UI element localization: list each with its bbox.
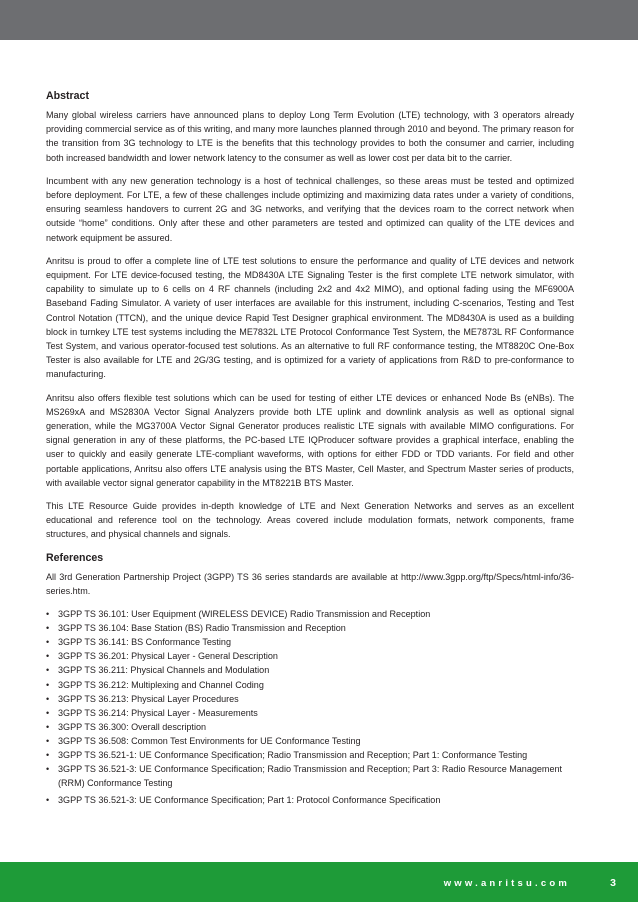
list-item <box>46 607 574 621</box>
references-heading: References <box>46 551 104 564</box>
bullet-icon: • <box>46 609 50 620</box>
list-item <box>46 793 574 807</box>
reference-text: 3GPP TS 36.300: Overall description <box>58 721 207 732</box>
footer-bar <box>0 862 638 902</box>
list-item <box>46 635 574 649</box>
header-bar <box>0 0 638 40</box>
bullet-icon: • <box>46 795 50 806</box>
bullet-icon: • <box>46 750 50 761</box>
list-item <box>46 720 574 734</box>
list-item <box>46 748 574 762</box>
abstract-heading: Abstract <box>46 90 89 102</box>
abstract-paragraph: Many global wireless carriers have announced plans to deploy Long Term Evolution (LTE) technology, with 3 operators already providing commercial service as of this writing, and many more launches planned through 2010 and beyond. The primary reason for the transition from 3G technology to LTE is the benefits that this technology provides to both the consumer and carrier, including both increased bandwidth and lower network latency to the consumer as well as lower cost per data bit to the carrier. <box>46 110 574 163</box>
abstract-paragraph: Incumbent with any new generation technology is a host of technical challenges, so these areas must be tested and optimized before deployment. For LTE, a few of these challenges include optimizing and maximizing data rates under a variety of conditions, ensuring seamless handovers to current 2G and 3G networks, and verifying that the devices roam to the correct network when outside “home” conditions. Only after these and other parameters are tested and optimized can quality of the LTE devices and network equipment be assured. <box>46 175 574 243</box>
list-item <box>46 621 574 635</box>
reference-text: 3GPP TS 36.101: User Equipment (WIRELESS DEVICE) Radio Transmission and Reception <box>58 609 431 620</box>
bullet-icon: • <box>46 693 50 704</box>
page-number: 3 <box>610 877 616 889</box>
reference-text: 3GPP TS 36.521-1: UE Conformance Specification; Radio Transmission and Reception; Part 1: Conformance Testing <box>58 750 528 761</box>
reference-text: 3GPP TS 36.211: Physical Channels and Modulation <box>58 665 270 676</box>
reference-text: 3GPP TS 36.508: Common Test Environments for UE Conformance Testing <box>58 735 361 746</box>
bullet-icon: • <box>46 707 50 718</box>
reference-text: 3GPP TS 36.521-3: UE Conformance Specification; Radio Transmission and Reception; Part 3: Radio Resource Management (RRM) Conformance Testing <box>58 764 563 789</box>
references-list <box>46 607 574 807</box>
reference-text: 3GPP TS 36.201: Physical Layer - General Description <box>58 651 278 662</box>
bullet-icon: • <box>46 679 50 690</box>
bullet-icon: • <box>46 764 50 775</box>
reference-text: 3GPP TS 36.141: BS Conformance Testing <box>58 637 231 648</box>
list-item <box>46 734 574 748</box>
bullet-icon: • <box>46 721 50 732</box>
reference-text: 3GPP TS 36.214: Physical Layer - Measurements <box>58 707 258 718</box>
bullet-icon: • <box>46 623 50 634</box>
references-intro: All 3rd Generation Partnership Project (3GPP) TS 36 series standards are available at http://www.3gpp.org/ftp/Specs/html-info/36-series.htm. <box>46 571 574 596</box>
abstract-paragraph: This LTE Resource Guide provides in-depth knowledge of LTE and Next Generation Networks and serves as an excellent educational and reference tool on the technology. Areas covered include modulation formats, network components, frame structures, and physical channels and signals. <box>46 501 574 540</box>
reference-text: 3GPP TS 36.213: Physical Layer Procedures <box>58 693 239 704</box>
list-item <box>46 678 574 692</box>
page-content <box>46 89 574 807</box>
bullet-icon: • <box>46 735 50 746</box>
bullet-icon: • <box>46 651 50 662</box>
reference-text: 3GPP TS 36.521-3: UE Conformance Specification; Part 1: Protocol Conformance Specification <box>58 795 441 806</box>
bullet-icon: • <box>46 637 50 648</box>
list-item <box>46 706 574 720</box>
abstract-paragraph: Anritsu is proud to offer a complete line of LTE test solutions to ensure the performance and quality of LTE devices and network equipment. For LTE device-focused testing, the MD8430A LTE Signaling Tester is the first complete LTE network simulator, with capability to simulate up to 6 cells on 4 RF channels (including 2x2 and 4x2 MIMO), and optional fading using the MF6900A Baseband Fading Simulator. A variety of user interfaces are available for this instrument, including C-scenarios, Testing and Test Control Notation (TTCN), and the unique device Rapid Test Designer graphical environment. The MD8430A is used as a building block in turnkey LTE test systems including the ME7832L LTE Protocol Conformance Test System, the ME7873L RF Conformance Test System, and various operator-focused test solutions. As an alternative to full RF conformance testing, the MT8820C One-Box Tester is also available for LTE and 2G/3G testing, and is optimized for a variety of applications from R&D to pre-conformance to manufacturing. <box>46 255 574 380</box>
list-item <box>46 649 574 663</box>
list-item <box>46 762 574 790</box>
list-item <box>46 663 574 677</box>
footer-url: www.anritsu.com <box>443 878 570 889</box>
bullet-icon: • <box>46 665 50 676</box>
list-item <box>46 692 574 706</box>
abstract-paragraph: Anritsu also offers flexible test solutions which can be used for testing of either LTE devices or enhanced Node Bs (eNBs). The MS269xA and MS2830A Vector Signal Analyzers provide both LTE uplink and downlink analysis as well as optional signal generation, while the MG3700A Vector Signal Generator produces realistic LTE signals with available MIMO configurations. For signal generation in any of these platforms, the PC-based LTE IQProducer software provides a graphical interface, enabling the user to quickly and easily generate LTE-compliant waveforms, with options for either FDD or TDD variants. For field and other portable applications, Anritsu also offers LTE analysis using the BTS Master, Cell Master, and Spectrum Master series of products, with available vector signal generator capability in the MT8221B BTS Master. <box>46 392 574 488</box>
reference-text: 3GPP TS 36.104: Base Station (BS) Radio Transmission and Reception <box>58 623 346 634</box>
reference-text: 3GPP TS 36.212: Multiplexing and Channel Coding <box>58 679 264 690</box>
